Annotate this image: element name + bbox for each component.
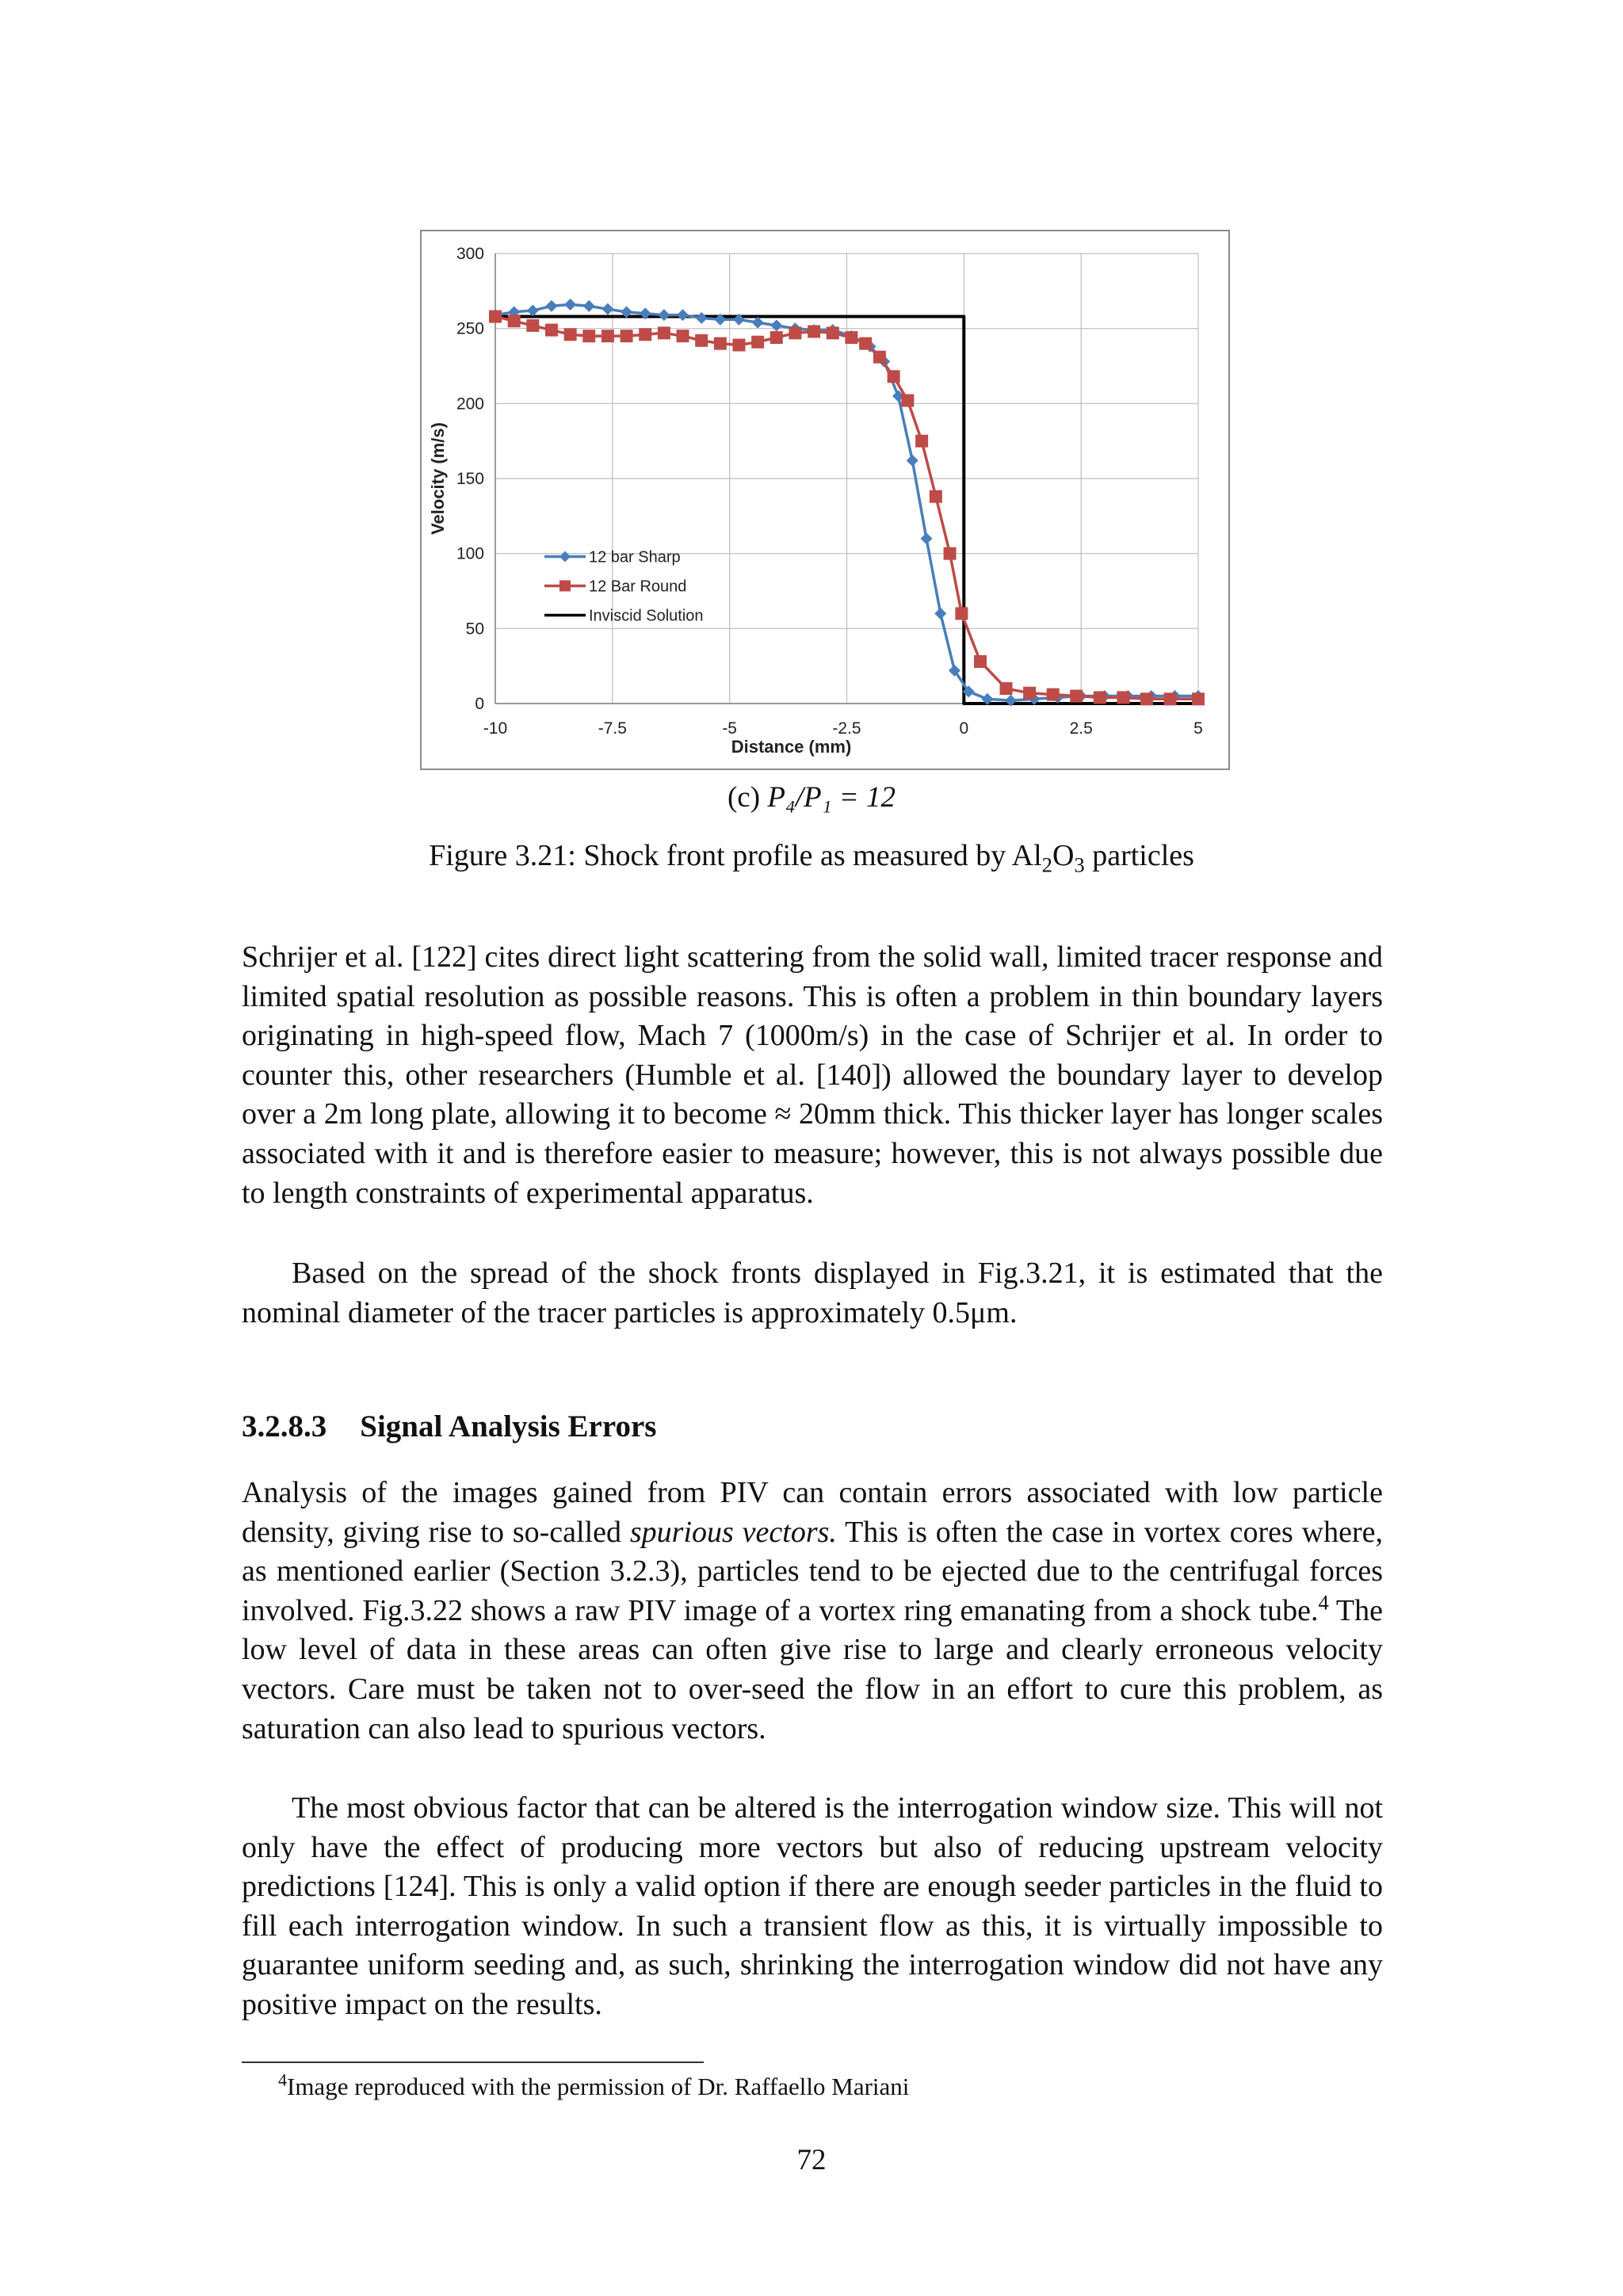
data-point-round xyxy=(888,370,900,383)
section-number: 3.2.8.3 xyxy=(242,1409,327,1444)
data-point-sharp xyxy=(696,312,708,324)
data-point-sharp xyxy=(907,455,918,467)
data-point-round xyxy=(489,311,502,323)
data-point-round xyxy=(714,338,727,350)
section-title: Signal Analysis Errors xyxy=(360,1409,657,1444)
y-tick-label: 0 xyxy=(475,695,484,713)
legend-marker xyxy=(559,580,571,591)
data-point-sharp xyxy=(658,309,670,321)
data-point-round xyxy=(901,395,914,407)
data-point-round xyxy=(1140,692,1153,705)
subcaption-prefix: (c) xyxy=(727,781,768,814)
data-point-round xyxy=(545,324,558,337)
legend-label: 12 bar Sharp xyxy=(589,548,681,566)
data-point-round xyxy=(1070,690,1083,703)
x-tick-label: 0 xyxy=(959,719,969,738)
x-tick-label: 2.5 xyxy=(1069,719,1093,738)
p3-emphasis: spurious vectors. xyxy=(629,1515,837,1549)
paragraph-particle-diameter: Based on the spread of the shock fronts displayed in Fig.3.21, it is estimated that the nominal diameter of the tracer particles is approximately 0.5μm. xyxy=(242,1257,1383,1329)
footnote-divider xyxy=(242,2061,704,2063)
caption-text-mid: O xyxy=(1052,839,1075,872)
data-point-sharp xyxy=(752,317,764,329)
y-tick-label: 250 xyxy=(456,319,484,338)
y-axis-label: Velocity (m/s) xyxy=(428,422,448,535)
p3-text-a: Analysis of the images gained from PIV can contain errors associated with low particle density, giving rise to so-called xyxy=(242,1476,1383,1549)
caption-subscript-3: 3 xyxy=(1074,852,1085,877)
y-tick-label: 100 xyxy=(456,544,484,563)
data-point-round xyxy=(770,331,783,344)
page-number: 72 xyxy=(796,2144,827,2176)
data-point-round xyxy=(508,315,521,327)
data-point-round xyxy=(827,326,839,339)
x-tick-label: -2.5 xyxy=(832,719,861,738)
x-axis-label: Distance (mm) xyxy=(731,737,852,757)
data-point-round xyxy=(582,330,595,342)
x-tick-label: -7.5 xyxy=(598,719,627,738)
data-point-round xyxy=(1094,691,1106,704)
x-tick-label: -10 xyxy=(483,719,508,738)
x-tick-label: 5 xyxy=(1193,719,1203,738)
data-point-round xyxy=(873,351,886,364)
data-point-sharp xyxy=(934,608,946,620)
data-point-round xyxy=(944,547,957,560)
y-tick-label: 150 xyxy=(456,470,484,488)
figure-chart-frame xyxy=(420,230,1230,770)
footnote-mark: 4 xyxy=(278,2069,287,2090)
section-heading xyxy=(242,1409,656,1444)
y-tick-label: 50 xyxy=(465,620,484,639)
paragraph-interrogation-window: The most obvious factor that can be altered is the interrogation window size. This will not only have the effect of producing more vectors but also of reducing upstream velocity predictions [124]. This is only a valid option if there are enough seeder particles in the fluid to fill each interrogation window. In such a transient flow as this, it is virtually impossible to guarantee uniform seeding and, as such, shrinking the interrogation window did not have any positive impact on the results. xyxy=(242,1791,1383,2021)
velocity-distance-chart xyxy=(422,231,1228,769)
caption-text-start: Figure 3.21: Shock front profile as measured by Al xyxy=(429,839,1042,872)
data-point-round xyxy=(1117,691,1129,704)
data-point-round xyxy=(859,338,872,350)
data-point-sharp xyxy=(601,303,613,315)
data-point-round xyxy=(751,336,764,349)
data-point-round xyxy=(526,319,539,332)
legend-label: 12 Bar Round xyxy=(589,578,687,596)
data-point-round xyxy=(1000,682,1013,695)
data-point-round xyxy=(658,326,670,339)
data-point-sharp xyxy=(921,532,933,544)
data-point-sharp xyxy=(677,309,689,321)
data-point-round xyxy=(930,490,942,503)
y-tick-label: 300 xyxy=(456,245,484,263)
data-point-round xyxy=(564,328,577,341)
footnote xyxy=(242,2071,1383,2103)
caption-text-end: particles xyxy=(1084,839,1194,872)
data-point-round xyxy=(789,326,801,339)
data-point-round xyxy=(639,328,651,341)
data-point-round xyxy=(695,334,708,347)
data-point-sharp xyxy=(527,304,539,316)
figure-subcaption xyxy=(0,780,1623,814)
paragraph-schrijer: Schrijer et al. [122] cites direct light scattering from the solid wall, limited tracer response and limited spatial resolution as possible reasons. This is often a problem in thin boundary layers originating in high-speed flow, Mach 7 (1000m/s) in the case of Schrijer et al. In order to counter this, other researchers (Humble et al. [140]) allowed the boundary layer to develop over a 2m long plate, allowing it to become ≈ 20mm thick. This thicker layer has longer scales associated with it and is therefore easier to measure; however, this is not always possible due to length constraints of experimental apparatus. xyxy=(242,940,1383,1210)
data-point-round xyxy=(845,331,857,344)
p3-text-c: The low level of data in these areas can often give rise to large and clearly erroneous velocity vectors. Care must be taken not to over-seed the flow in an effort to cure this problem, as saturation can also lead to spurious vectors. xyxy=(242,1593,1383,1745)
data-point-sharp xyxy=(545,300,557,312)
caption-subscript-2: 2 xyxy=(1041,852,1052,877)
data-point-round xyxy=(677,330,689,342)
data-point-round xyxy=(621,330,633,342)
data-point-round xyxy=(955,607,968,620)
data-point-round xyxy=(732,338,745,351)
data-point-round xyxy=(915,435,928,448)
footnote-reference: 4 xyxy=(1318,1590,1329,1615)
legend-label: Inviscid Solution xyxy=(589,607,704,625)
footnote-text: Image reproduced with the permission of Dr. Raffaello Mariani xyxy=(287,2073,910,2100)
data-point-sharp xyxy=(564,299,576,311)
data-point-sharp xyxy=(770,319,782,331)
p3-text-b: This is often the case in vortex cores where, as mentioned earlier (Section 3.2.3), particles tend to be ejected due to the centrifugal forces involved. Fig.3.22 shows a raw PIV image of a vortex ring emanating from a shock tube. xyxy=(242,1515,1384,1627)
data-point-round xyxy=(808,325,820,338)
paragraph-signal-analysis xyxy=(242,1474,1383,1749)
data-point-round xyxy=(601,330,614,342)
legend-marker xyxy=(559,551,571,562)
subcaption-math: P₄/P₁ = 12 xyxy=(767,781,896,814)
data-point-round xyxy=(1192,692,1205,705)
y-tick-label: 200 xyxy=(456,395,484,414)
data-point-round xyxy=(1023,687,1036,700)
data-point-round xyxy=(1164,692,1177,705)
figure-caption xyxy=(0,838,1623,877)
data-point-round xyxy=(1047,688,1060,701)
data-point-sharp xyxy=(583,300,595,312)
data-point-round xyxy=(974,655,987,668)
x-tick-label: -5 xyxy=(722,719,738,738)
